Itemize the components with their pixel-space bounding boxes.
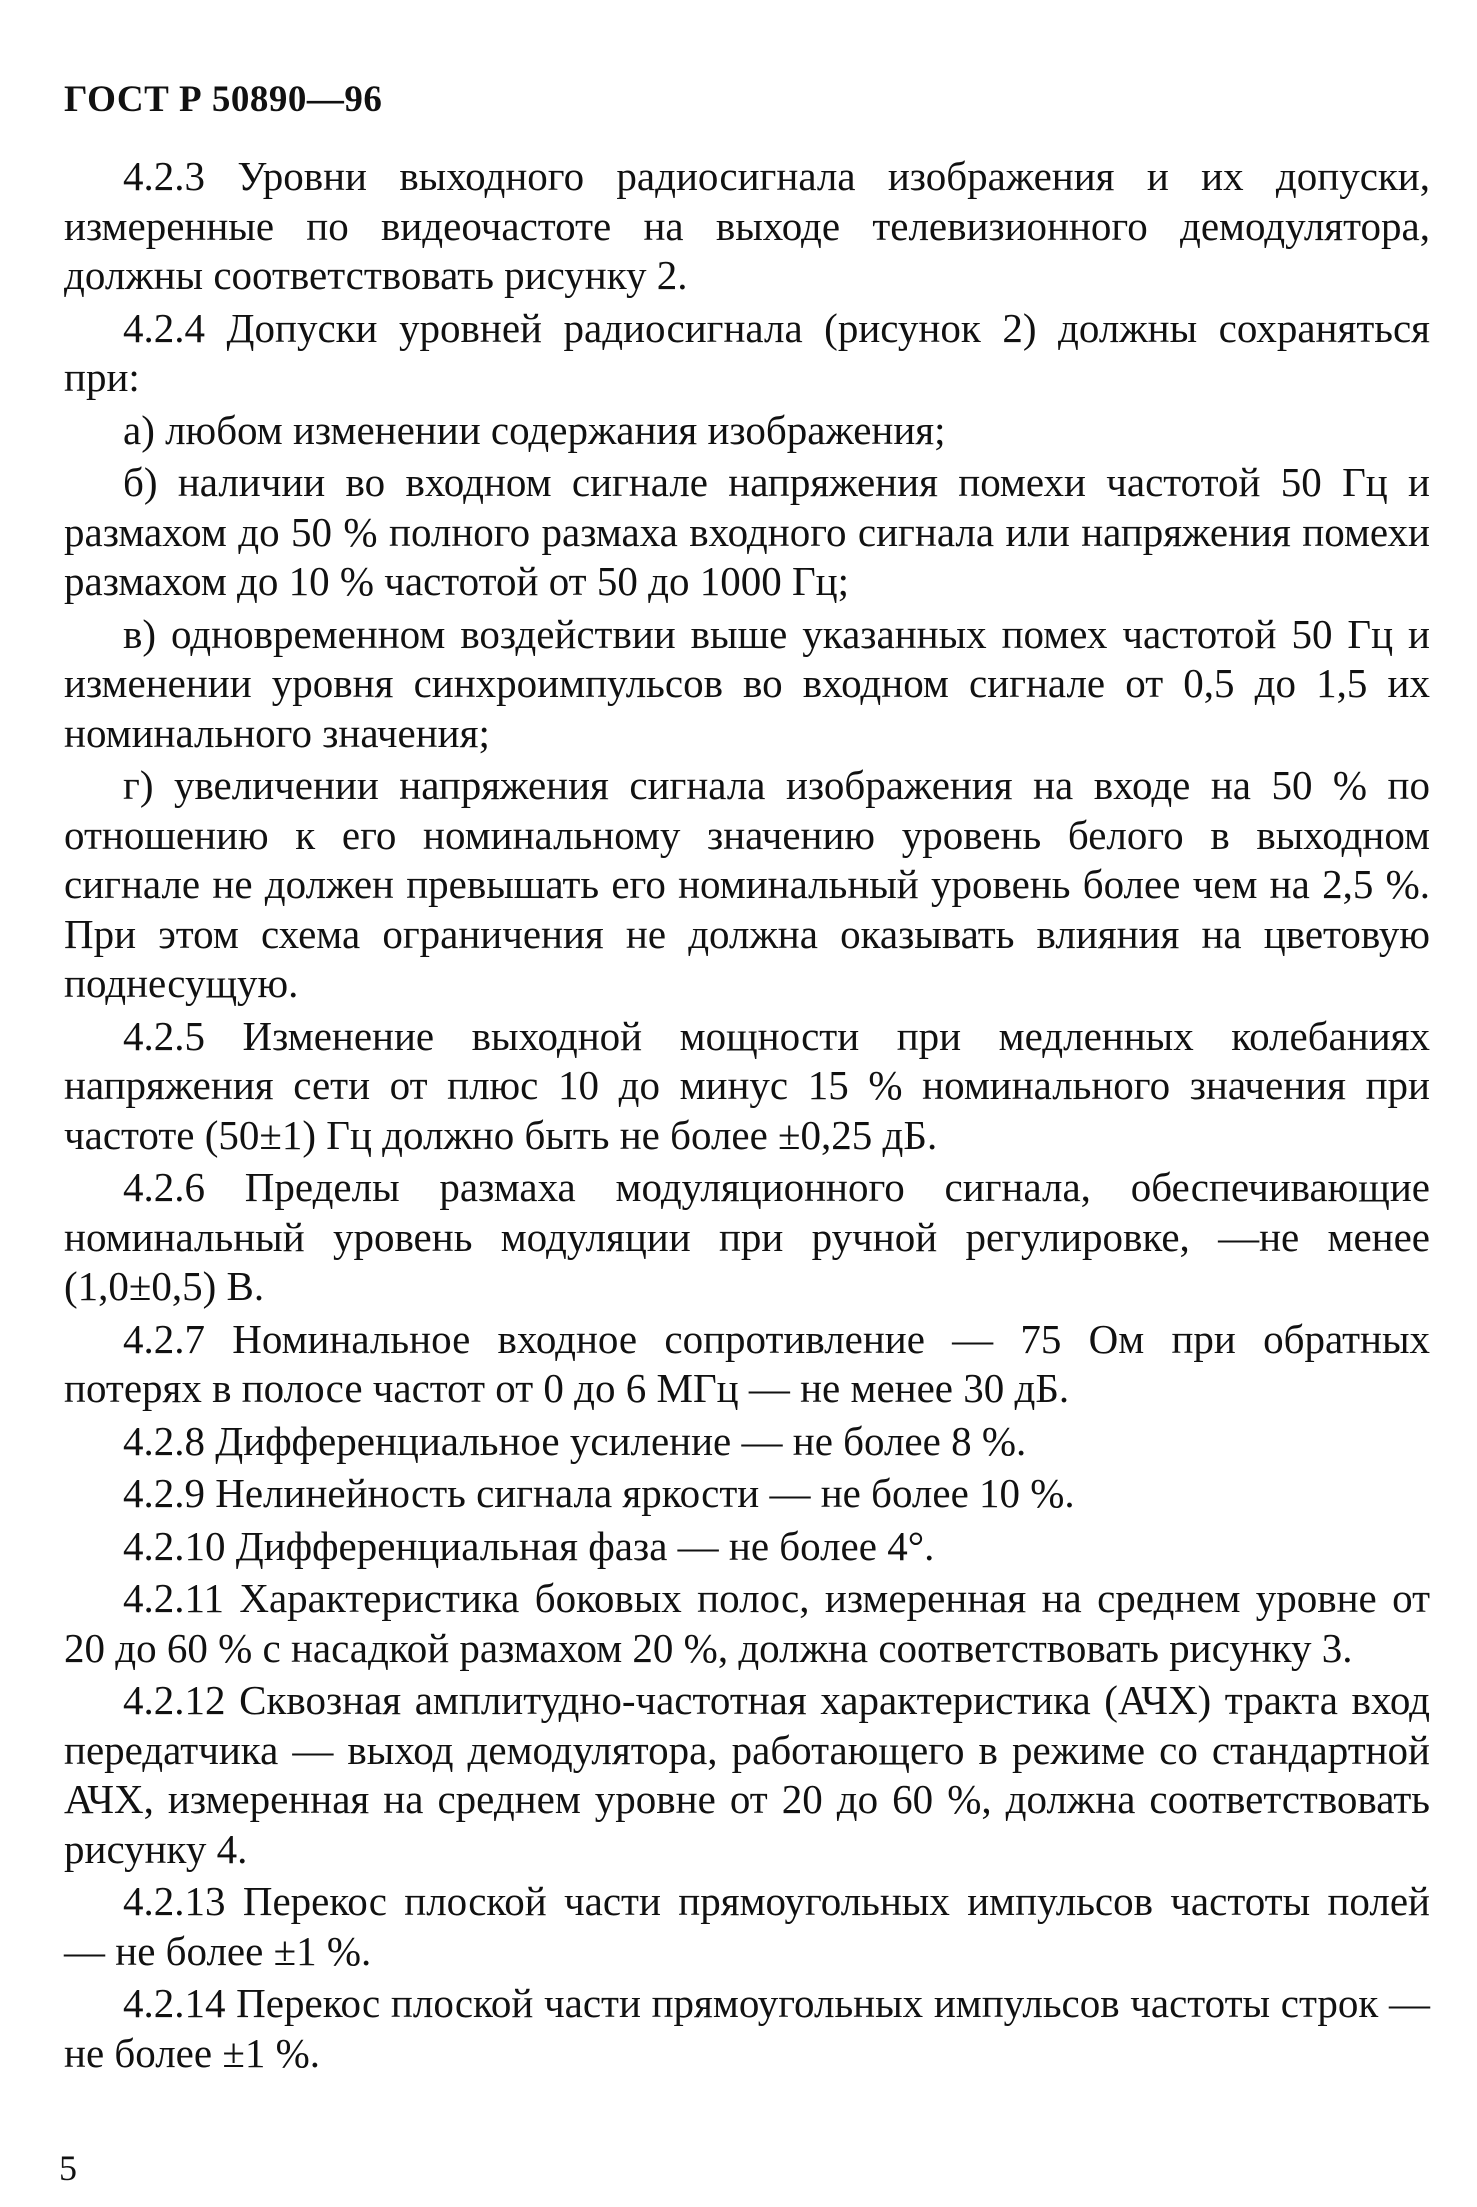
paragraph-4-2-9: 4.2.9 Нелинейность сигнала яркости — не более 10 %.	[123, 1470, 1075, 1516]
document-header: ГОСТ Р 50890—96	[64, 79, 383, 120]
document-body	[64, 152, 1430, 2081]
paragraph-4-2-7: 4.2.7 Номинальное входное сопротивление — 75 Ом при обратных потерях в полосе частот от 0 до 6 МГц — не менее 30 дБ.	[64, 1315, 1430, 1411]
paragraph-4-2-8: 4.2.8 Дифференциальное усиление — не более 8 %.	[123, 1417, 1027, 1464]
paragraph-4-2-4: 4.2.4 Допуски уровней радиосигнала (рисунок 2) должны сохраняться при:	[64, 304, 1430, 400]
list-item-v: в) одновременном воздействии выше указанных помех частотой 50 Гц и изменении уровня синхроимпульсов во входном сигнале от 0,5 до 1,5 их номинального значения;	[64, 610, 1430, 756]
paragraph-4-2-14: 4.2.14 Перекос плоской части прямоугольных импульсов частоты строк — не более ±1 %.	[64, 1980, 1430, 2076]
page-number: 5	[59, 2148, 77, 2188]
list-item-a: а) любом изменении содержания изображения;	[123, 406, 946, 453]
paragraph-4-2-10: 4.2.10 Дифференциальная фаза — не более 4°.	[123, 1522, 935, 1569]
paragraph-4-2-6: 4.2.6 Пределы размаха модуляционного сигнала, обеспечивающие номинальный уровень модуляции при ручной регулировке, —не менее (1,0±0,5) В.	[64, 1164, 1430, 1309]
paragraph-4-2-3: 4.2.3 Уровни выходного радиосигнала изображения и их допуски, измеренные по видеочастоте на выходе телевизионного демодулятора, должны соответствовать рисунку 2.	[64, 153, 1430, 298]
paragraph-4-2-11: 4.2.11 Характеристика боковых полос, измеренная на среднем уровне от 20 до 60 % с насадкой размахом 20 %, должна соответствовать рисунку 3.	[64, 1575, 1430, 1671]
list-item-g: г) увеличении напряжения сигнала изображения на входе на 50 % по отношению к его номинальному значению уровень белого в выходном сигнале не должен превышать его номинальный уровень более чем на 2,5 %. При этом схема ограничения не должна оказывать влияния на цветовую поднесущую.	[64, 762, 1430, 1006]
list-item-b: б) наличии во входном сигнале напряжения помехи частотой 50 Гц и размахом до 50 % полного размаха входного сигнала или напряжения помехи размахом до 10 % частотой от 50 до 1000 Гц;	[64, 459, 1430, 604]
paragraph-4-2-12: 4.2.12 Сквозная амплитудно-частотная характеристика (АЧХ) тракта вход передатчика — выход демодулятора, работающего в режиме со стандартной АЧХ, измеренная на среднем уровне от 20 до 60 %, должна соответствовать рисунку 4.	[64, 1677, 1430, 1872]
paragraph-4-2-13: 4.2.13 Перекос плоской части прямоугольных импульсов частоты полей — не более ±1 %.	[64, 1878, 1430, 1974]
paragraph-4-2-5: 4.2.5 Изменение выходной мощности при медленных колебаниях напряжения сети от плюс 10 до минус 15 % номинального значения при частоте (50±1) Гц должно быть не более ±0,25 дБ.	[64, 1012, 1430, 1158]
